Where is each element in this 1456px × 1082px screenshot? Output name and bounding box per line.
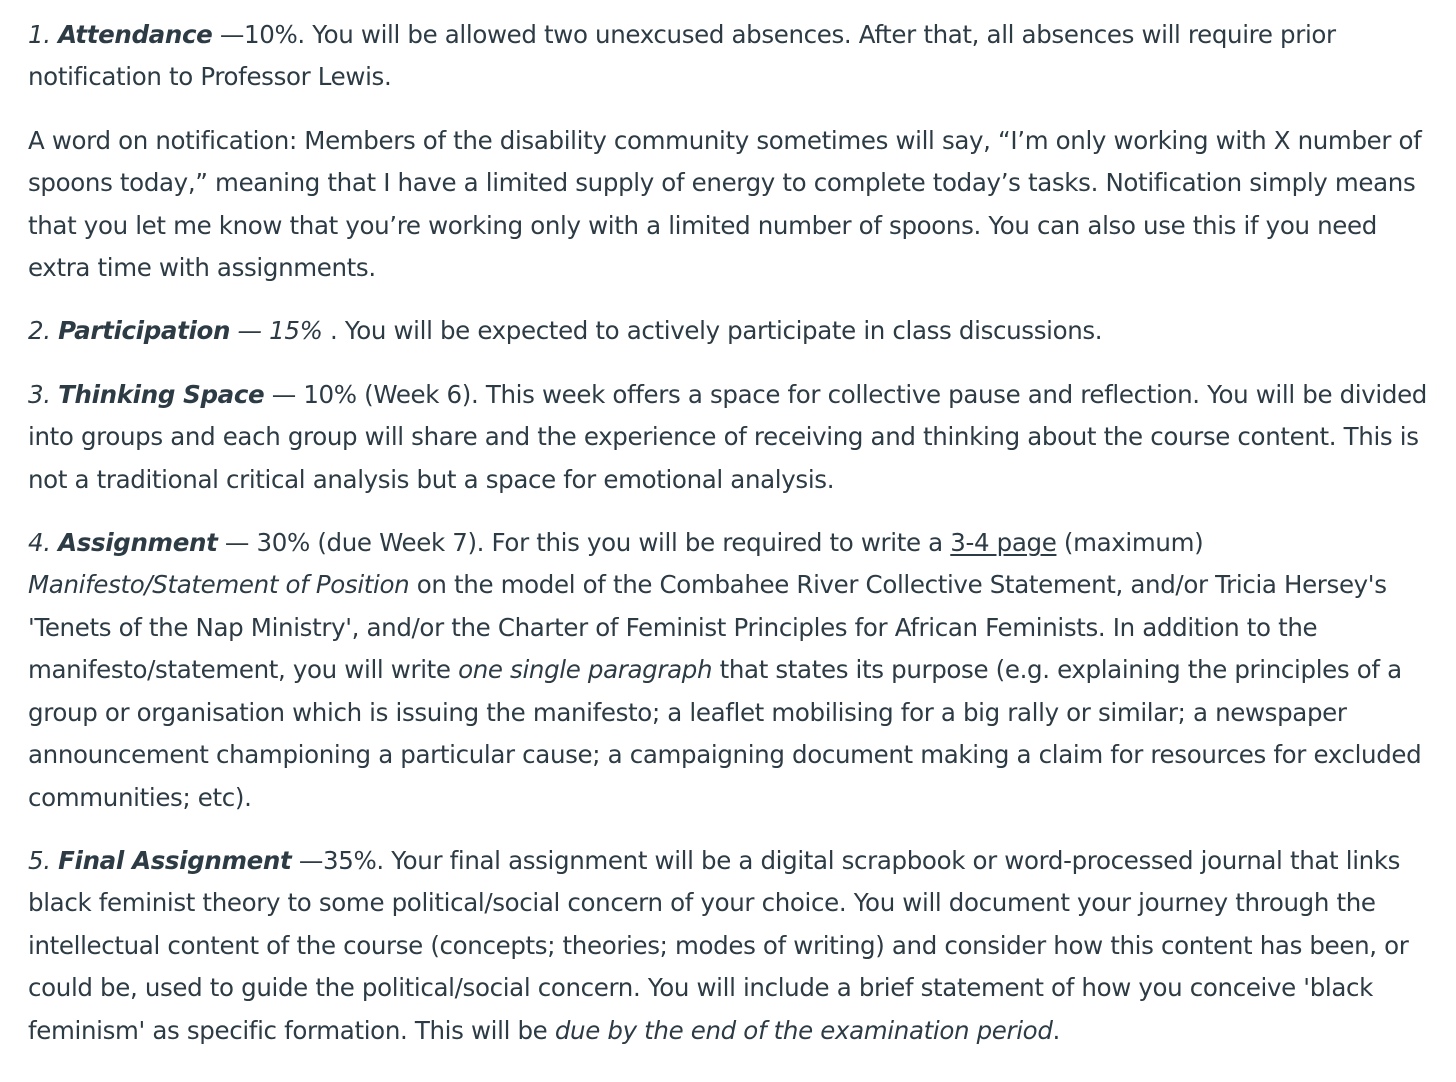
attendance-heading: Attendance — [58, 20, 213, 49]
participation-text: . You will be expected to actively participate in class discussions. — [322, 316, 1103, 346]
thinking-space-number: 3. — [28, 379, 51, 409]
assignment-text-b: (maximum) — [1056, 528, 1204, 558]
assignment-heading: Assignment — [58, 528, 218, 558]
notification-paragraph — [28, 120, 1438, 290]
assignment-number: 4. — [28, 528, 51, 558]
participation-heading: Participation — [58, 316, 231, 346]
assignment-text-d: that states its purpose (e.g. explaining the principles of a group or organisation which is issuing the manifesto; a leaflet mobilising for a big rally or similar; a newspaper announcement championing a particular cause; a campaigning document making a claim for resources for excluded communities; etc). — [28, 655, 1422, 812]
assignment-text-c: on the model of the Combahee River Collective Statement, and/or Tricia Hersey's 'Tenets of the Nap Ministry', and/or the Charter of Feminist Principles for African Feminists. In addition to the manifesto/statement, you will write — [28, 570, 1387, 685]
notification-text: A word on notification: Members of the disability community sometimes will say, “I’m only working with X number of spoons today,” meaning that I have a limited supply of energy to complete today’s tasks. Notification simply means that you let me know that you’re working only with a limited number of spoons. You can also use this if you need extra time with assignments. — [28, 125, 1422, 283]
attendance-paragraph — [28, 14, 1438, 99]
thinking-space-paragraph — [28, 374, 1438, 501]
attendance-number: 1. — [28, 20, 51, 49]
thinking-space-text: — 10% (Week 6). This week offers a space for collective pause and reflection. You will be divided into groups and each group will share and the experience of receiving and thinking about the course content. This is not a traditional critical analysis but a space for emotional analysis. — [28, 379, 1427, 494]
single-paragraph-term: one single paragraph — [458, 655, 713, 685]
final-assignment-text-b: . — [1052, 1015, 1060, 1045]
participation-dash: — — [230, 316, 270, 346]
thinking-space-heading: Thinking Space — [58, 379, 265, 409]
manifesto-term: Manifesto/Statement of Position — [28, 570, 410, 600]
due-date-phrase: due by the end of the examination period — [554, 1015, 1053, 1045]
participation-percent: 15% — [269, 316, 323, 346]
attendance-text: —10%. You will be allowed two unexcused absences. After that, all absences will require prior notification to Professor Lewis. — [28, 20, 1336, 92]
final-assignment-text-a: —35%. Your final assignment will be a digital scrapbook or word-processed journal that links black feminist theory to some political/social concern of your choice. You will document your journey through the intellectual content of the course (concepts; theories; modes of writing) and consider how this content has been, or could be, used to guide the political/social concern. You will include a brief statement of how you conceive 'black feminism' as specific formation. This will be — [28, 845, 1409, 1045]
final-assignment-number: 5. — [28, 845, 51, 875]
syllabus-grading-section — [28, 14, 1438, 1052]
assignment-paragraph — [28, 522, 1438, 819]
participation-paragraph — [28, 310, 1438, 352]
assignment-text-a: — 30% (due Week 7). For this you will be required to write a — [217, 528, 951, 558]
page-limit: 3-4 page — [950, 528, 1057, 558]
participation-number: 2. — [28, 316, 51, 346]
final-assignment-paragraph — [28, 840, 1438, 1052]
final-assignment-heading: Final Assignment — [58, 845, 292, 875]
